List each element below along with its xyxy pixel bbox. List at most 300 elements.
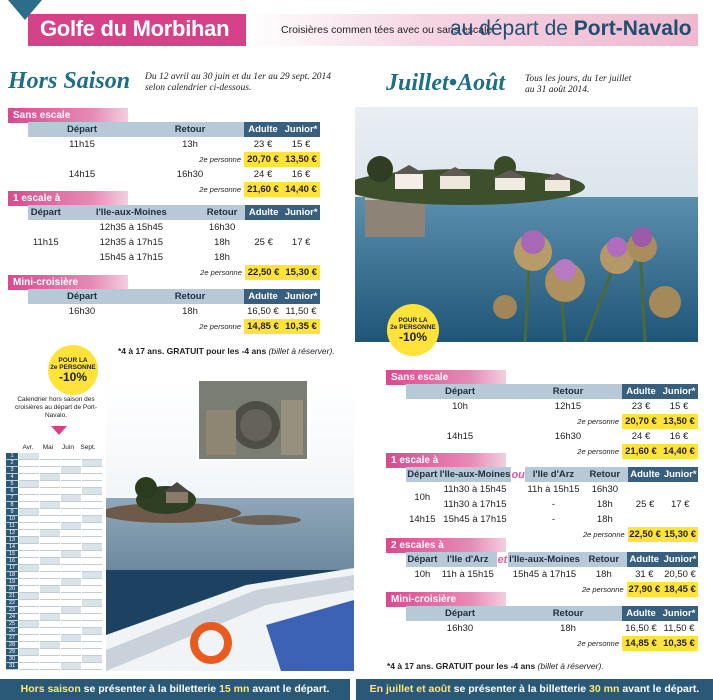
cell-junior-2e: 15,30 € bbox=[282, 265, 320, 280]
hs-sans-escale-header: Sans escale bbox=[8, 108, 128, 123]
calendar-day-row bbox=[6, 607, 102, 614]
calendar-month: Mai bbox=[42, 444, 54, 451]
calendar-cell bbox=[19, 488, 39, 495]
calendar-cell bbox=[61, 453, 81, 460]
calendar-cell bbox=[40, 495, 60, 502]
calendar-cell bbox=[61, 614, 81, 621]
calendar-cell bbox=[82, 460, 102, 467]
col-retour: Retour bbox=[136, 289, 244, 304]
calendar-day-row bbox=[6, 579, 102, 586]
calendar-cell bbox=[40, 460, 60, 467]
note-italic: (billet à réserver). bbox=[268, 346, 335, 356]
cell-adulte-2e: 21,60 € bbox=[244, 182, 282, 197]
calendar-cell bbox=[61, 460, 81, 467]
cell-retour: 16h30 bbox=[591, 484, 619, 495]
badge-line2: 2e PERSONNE bbox=[390, 323, 436, 331]
calendar-cell bbox=[61, 621, 81, 628]
cell-arz: - bbox=[551, 514, 556, 525]
calendar-day-number: 20 bbox=[6, 586, 18, 593]
calendar-day-number: 9 bbox=[6, 509, 18, 516]
calendar-day-number: 6 bbox=[6, 488, 18, 495]
cell-retour: 16h30 bbox=[176, 169, 204, 180]
badge-line1: POUR LA bbox=[398, 316, 428, 324]
ja-deux-escales-table bbox=[406, 552, 698, 597]
cell-depart: 10h bbox=[414, 569, 431, 580]
discount-badge-left bbox=[48, 345, 98, 395]
calendar-day-number: 8 bbox=[6, 502, 18, 509]
calendar-cell bbox=[40, 656, 60, 663]
calendar-cell bbox=[19, 572, 39, 579]
calendar-day-row bbox=[6, 544, 102, 551]
calendar-day-row bbox=[6, 488, 102, 495]
col-ile-moines: l'Ile-aux-Moines bbox=[509, 554, 580, 565]
calendar-cell bbox=[19, 453, 39, 460]
calendar-day-number: 15 bbox=[6, 551, 18, 558]
calendar-cell bbox=[82, 523, 102, 530]
second-person-label: 2e personne bbox=[199, 155, 241, 164]
calendar-cell bbox=[40, 453, 60, 460]
cell-depart: 11h15 bbox=[32, 237, 59, 248]
page-title: Golfe du Morbihan bbox=[40, 16, 230, 41]
calendar-cell bbox=[19, 558, 39, 565]
calendar-cell bbox=[19, 628, 39, 635]
calendar-cell bbox=[61, 502, 81, 509]
cell-adulte: 31 € bbox=[635, 569, 654, 580]
ja-mini-header: Mini-croisière bbox=[386, 592, 506, 607]
calendar-grid bbox=[6, 442, 102, 670]
calendar-cell bbox=[61, 586, 81, 593]
cell-retour: 18h bbox=[214, 237, 230, 248]
footer-left-text: se présenter à la billetterie bbox=[80, 683, 220, 695]
cell-escale: 12h35 à 15h45 bbox=[99, 222, 164, 233]
cell-adulte: 25 € bbox=[254, 237, 273, 248]
cell-retour: 13h bbox=[182, 139, 198, 150]
cell-adulte-2e: 14,85 € bbox=[622, 636, 660, 651]
cell-adulte: 23 € bbox=[253, 139, 273, 150]
calendar-cell bbox=[61, 635, 81, 642]
calendar-cell bbox=[40, 607, 60, 614]
calendar-cell bbox=[40, 474, 60, 481]
calendar-cell bbox=[19, 460, 39, 467]
cell-junior: 15 € bbox=[669, 401, 689, 412]
hors-saison-dates bbox=[145, 72, 331, 94]
calendar-cell bbox=[82, 544, 102, 551]
col-adulte: Adulte bbox=[627, 552, 662, 567]
calendar-cell bbox=[82, 649, 102, 656]
footer-left-end: avant le départ. bbox=[249, 683, 330, 695]
cell-junior: 17 € bbox=[291, 237, 311, 248]
calendar-cell bbox=[19, 656, 39, 663]
calendar-day-number: 1 bbox=[6, 453, 18, 460]
calendar-cell bbox=[82, 607, 102, 614]
col-ile-moines: l'Ile-aux-Moines bbox=[439, 469, 511, 480]
cell-adulte-2e: 20,70 € bbox=[622, 414, 660, 429]
col-adulte: Adulte bbox=[245, 205, 282, 220]
cell-depart: 14h15 bbox=[409, 514, 436, 525]
calendar-day-number: 29 bbox=[6, 649, 18, 656]
calendar-cell bbox=[19, 621, 39, 628]
calendar-cell bbox=[40, 593, 60, 600]
col-depart: Départ bbox=[28, 122, 136, 137]
badge-line1: POUR LA bbox=[58, 356, 88, 364]
col-junior: Junior* bbox=[663, 554, 697, 565]
calendar-day-row bbox=[6, 530, 102, 537]
calendar-cell bbox=[61, 579, 81, 586]
calendar-cell bbox=[19, 635, 39, 642]
col-adulte: Adulte bbox=[244, 122, 282, 137]
ja-une-escale-table bbox=[406, 467, 698, 542]
col-depart: Départ bbox=[28, 289, 136, 304]
calendar-day-number: 22 bbox=[6, 600, 18, 607]
cell-adulte: 16,50 € bbox=[625, 623, 657, 634]
calendar-header bbox=[6, 442, 102, 453]
cell-junior-2e: 10,35 € bbox=[660, 636, 698, 651]
cell-retour: 16h30 bbox=[554, 431, 582, 442]
note-bold: *4 à 17 ans. GRATUIT pour les -4 ans bbox=[118, 346, 267, 356]
col-adulte: Adulte bbox=[622, 384, 660, 399]
second-person-label: 2e personne bbox=[577, 417, 619, 426]
cell-arz: 11h à 15h15 bbox=[527, 484, 580, 495]
cell-moines: 15h45 à 17h15 bbox=[443, 514, 507, 525]
calendar-day-number: 27 bbox=[6, 635, 18, 642]
calendar-day-number: 26 bbox=[6, 628, 18, 635]
cell-adulte: 24 € bbox=[631, 431, 651, 442]
col-retour: Retour bbox=[136, 122, 244, 137]
calendar-day-number: 11 bbox=[6, 523, 18, 530]
calendar-cell bbox=[61, 558, 81, 565]
note-bold: *4 à 17 ans. GRATUIT pour les -4 ans bbox=[387, 661, 536, 671]
cell-retour: 18h bbox=[214, 252, 230, 263]
calendar-cell bbox=[82, 586, 102, 593]
cell-retour: 12h15 bbox=[554, 401, 582, 412]
calendar-cell bbox=[82, 600, 102, 607]
cell-depart: 14h15 bbox=[446, 431, 474, 442]
calendar-cell bbox=[40, 523, 60, 530]
cell-adulte: 25 € bbox=[635, 499, 655, 510]
calendar-day-row bbox=[6, 593, 102, 600]
calendar-cell bbox=[61, 537, 81, 544]
calendar-cell bbox=[82, 502, 102, 509]
col-depart: Départ bbox=[407, 469, 438, 480]
calendar-cell bbox=[40, 621, 60, 628]
calendar-cell bbox=[19, 537, 39, 544]
calendar-caption: Calendrier hors saison des croisières au départ de Port-Navalo. bbox=[14, 396, 97, 419]
cell-adulte-2e: 21,60 € bbox=[622, 444, 660, 459]
cell-adulte-2e: 22,50 € bbox=[629, 529, 661, 540]
calendar-cell bbox=[40, 558, 60, 565]
calendar-day-row bbox=[6, 537, 102, 544]
calendar-day-row bbox=[6, 663, 102, 670]
col-retour: Retour bbox=[199, 205, 245, 220]
calendar-cell bbox=[40, 481, 60, 488]
second-person-label: 2e personne bbox=[200, 268, 242, 277]
calendar-day-number: 30 bbox=[6, 656, 18, 663]
calendar-arrow-icon bbox=[51, 426, 67, 435]
calendar-cell bbox=[82, 551, 102, 558]
calendar-day-row bbox=[6, 656, 102, 663]
calendar-cell bbox=[61, 467, 81, 474]
calendar-month: Juin bbox=[62, 444, 74, 451]
calendar-day-number: 25 bbox=[6, 621, 18, 628]
cell-depart: 16h30 bbox=[446, 623, 474, 634]
col-depart: Départ bbox=[406, 384, 514, 399]
col-junior: Junior* bbox=[660, 384, 698, 399]
cell-moines: 15h45 à 17h15 bbox=[512, 569, 577, 580]
hs-sans-escale-table bbox=[28, 122, 320, 197]
calendar-cell bbox=[82, 621, 102, 628]
calendar-cell bbox=[19, 523, 39, 530]
col-junior: Junior* bbox=[282, 205, 320, 220]
cell-moines: 11h30 à 15h45 bbox=[443, 484, 507, 495]
calendar-cell bbox=[19, 614, 39, 621]
calendar-day-number: 21 bbox=[6, 593, 18, 600]
hs-age-note bbox=[118, 346, 335, 356]
ja-sans-escale-table bbox=[406, 384, 698, 459]
calendar-day-row bbox=[6, 614, 102, 621]
cell-junior: 11,50 € bbox=[663, 623, 695, 634]
calendar-day-number: 17 bbox=[6, 565, 18, 572]
second-person-label: 2e personne bbox=[577, 639, 619, 648]
cell-junior-2e: 14,40 € bbox=[282, 182, 320, 197]
calendar-cell bbox=[19, 607, 39, 614]
cell-depart: 10h bbox=[414, 491, 431, 503]
calendar-cell bbox=[82, 614, 102, 621]
col-depart: Départ bbox=[407, 554, 438, 565]
calendar-cell bbox=[82, 579, 102, 586]
calendar-day-row bbox=[6, 516, 102, 523]
calendar-cell bbox=[40, 544, 60, 551]
calendar-cell bbox=[61, 509, 81, 516]
hors-dates-line1: Du 12 avril au 30 juin et du 1er au 29 sept. 2014 bbox=[145, 72, 332, 82]
cell-depart: 14h15 bbox=[68, 169, 96, 180]
calendar-cell bbox=[40, 614, 60, 621]
second-person-label: 2e personne bbox=[582, 530, 625, 539]
calendar-day-number: 24 bbox=[6, 614, 18, 621]
departure-place: Port-Navalo bbox=[573, 17, 692, 40]
col-junior: Junior* bbox=[282, 289, 320, 304]
calendar-cell bbox=[61, 474, 81, 481]
calendar-cell bbox=[61, 642, 81, 649]
calendar-day-number: 12 bbox=[6, 530, 18, 537]
calendar-cell bbox=[19, 600, 39, 607]
calendar-day-row bbox=[6, 453, 102, 460]
calendar-day-row bbox=[6, 572, 102, 579]
calendar-cell bbox=[82, 558, 102, 565]
calendar-day-row bbox=[6, 635, 102, 642]
calendar-day-number: 7 bbox=[6, 495, 18, 502]
calendar-cell bbox=[40, 509, 60, 516]
header-departure bbox=[450, 17, 692, 41]
calendar-cell bbox=[82, 635, 102, 642]
calendar-day-row bbox=[6, 586, 102, 593]
calendar-day-row bbox=[6, 460, 102, 467]
calendar-day-row bbox=[6, 621, 102, 628]
cell-retour: 16h30 bbox=[208, 222, 236, 233]
note-italic: (billet à réserver). bbox=[537, 661, 604, 671]
cell-junior-2e: 10,35 € bbox=[282, 319, 320, 334]
calendar-day-row bbox=[6, 565, 102, 572]
hors-dates-line2: selon calendrier ci-dessous. bbox=[145, 83, 252, 93]
calendar-cell bbox=[19, 593, 39, 600]
calendar-cell bbox=[61, 530, 81, 537]
hs-une-escale-header: 1 escale à bbox=[8, 191, 128, 206]
cell-junior-2e: 15,30 € bbox=[664, 529, 697, 540]
discount-badge-right bbox=[387, 304, 439, 356]
col-depart: Départ bbox=[406, 606, 514, 621]
col-adulte: Adulte bbox=[628, 467, 663, 482]
calendar-day-number: 3 bbox=[6, 467, 18, 474]
calendar-cell bbox=[61, 488, 81, 495]
footer-left bbox=[0, 679, 350, 700]
calendar-day-row bbox=[6, 523, 102, 530]
hors-saison-title: Hors Saison bbox=[8, 68, 131, 94]
calendar-day-row bbox=[6, 551, 102, 558]
cell-retour: 18h bbox=[596, 514, 613, 525]
calendar-cell bbox=[19, 649, 39, 656]
col-ile-moines: l'Ile-aux-Moines bbox=[64, 205, 200, 220]
calendar-cell bbox=[82, 509, 102, 516]
col-junior: Junior* bbox=[660, 606, 698, 621]
cell-moines: 11h30 à 17h15 bbox=[443, 499, 507, 510]
calendar-day-row bbox=[6, 495, 102, 502]
calendar-cell bbox=[61, 544, 81, 551]
calendar-month: Sept. bbox=[80, 444, 96, 451]
calendar-cell bbox=[19, 565, 39, 572]
ja-dates-line1: Tous les jours, du 1er juillet bbox=[525, 74, 632, 84]
calendar-cell bbox=[40, 586, 60, 593]
header-arrow-icon bbox=[8, 0, 42, 20]
calendar-day-number: 13 bbox=[6, 537, 18, 544]
cell-adulte: 16,50 € bbox=[247, 306, 279, 317]
calendar-cell bbox=[40, 579, 60, 586]
calendar-cell bbox=[19, 530, 39, 537]
badge-discount: -10% bbox=[398, 329, 427, 344]
calendar-cell bbox=[61, 607, 81, 614]
calendar-cell bbox=[40, 530, 60, 537]
hs-mini-header: Mini-croisière bbox=[8, 275, 128, 290]
col-junior: Junior* bbox=[282, 122, 320, 137]
cell-arz: - bbox=[551, 499, 556, 510]
col-ile-arz: l'Ile d'Arz bbox=[525, 467, 582, 482]
cell-adulte-2e: 20,70 € bbox=[244, 152, 282, 167]
calendar-cell bbox=[40, 635, 60, 642]
calendar-month: Avr. bbox=[22, 444, 34, 451]
col-retour: Retour bbox=[582, 467, 628, 482]
calendar-day-row bbox=[6, 481, 102, 488]
col-adulte: Adulte bbox=[622, 606, 660, 621]
calendar-cell bbox=[19, 516, 39, 523]
cell-retour: 18h bbox=[595, 569, 612, 580]
calendar-cell bbox=[40, 551, 60, 558]
cell-depart: 11h15 bbox=[69, 139, 95, 150]
cell-arz: 11h à 15h15 bbox=[441, 569, 494, 580]
footer-right-highlight: En juillet et août bbox=[369, 683, 451, 695]
calendar-cell bbox=[40, 516, 60, 523]
calendar-cell bbox=[82, 495, 102, 502]
cell-junior-2e: 13,50 € bbox=[660, 414, 698, 429]
cell-adulte: 24 € bbox=[253, 169, 273, 180]
cell-adulte-2e: 22,50 € bbox=[245, 265, 282, 280]
juillet-aout-title: Juillet•Août bbox=[386, 70, 506, 96]
second-person-label: 2e personne bbox=[577, 447, 619, 456]
calendar-cell bbox=[19, 474, 39, 481]
footer-left-highlight: Hors saison bbox=[20, 683, 81, 695]
calendar-day-number: 23 bbox=[6, 607, 18, 614]
cell-junior: 15 € bbox=[291, 139, 311, 150]
et-label: et bbox=[497, 553, 508, 566]
calendar-cell bbox=[40, 537, 60, 544]
calendar-day-number: 19 bbox=[6, 579, 18, 586]
cell-retour: 18h bbox=[182, 306, 198, 317]
cell-junior: 11,50 € bbox=[285, 306, 317, 317]
calendar-cell bbox=[61, 516, 81, 523]
header-subtitle: Croisières commen tées avec ou sans escale bbox=[281, 24, 493, 36]
juillet-aout-dates bbox=[525, 74, 631, 96]
badge-line2: 2e PERSONNE bbox=[50, 363, 96, 371]
footer-left-time: 15 mn bbox=[219, 683, 250, 695]
calendar-cell bbox=[82, 593, 102, 600]
footer-right-time: 30 mn bbox=[589, 683, 620, 695]
calendar-day-number: 5 bbox=[6, 481, 18, 488]
calendar-cell bbox=[19, 467, 39, 474]
calendar-cell bbox=[61, 481, 81, 488]
calendar-day-number: 14 bbox=[6, 544, 18, 551]
calendar-cell bbox=[19, 586, 39, 593]
hs-une-escale-table bbox=[28, 205, 320, 280]
calendar-cell bbox=[82, 530, 102, 537]
ja-age-note bbox=[387, 661, 604, 671]
cell-junior: 20,50 € bbox=[664, 569, 696, 580]
cell-depart: 10h bbox=[452, 401, 468, 412]
calendar-cell bbox=[82, 663, 102, 670]
departure-prefix: au départ de bbox=[450, 17, 568, 40]
calendar-day-number: 18 bbox=[6, 572, 18, 579]
calendar-day-row bbox=[6, 642, 102, 649]
col-junior: Junior* bbox=[663, 469, 697, 480]
calendar-cell bbox=[61, 495, 81, 502]
calendar-cell bbox=[61, 663, 81, 670]
calendar-cell bbox=[40, 600, 60, 607]
calendar-day-row bbox=[6, 628, 102, 635]
calendar-cell bbox=[82, 628, 102, 635]
second-person-label: 2e personne bbox=[199, 322, 241, 331]
calendar-cell bbox=[61, 551, 81, 558]
calendar-cell bbox=[40, 572, 60, 579]
calendar-cell bbox=[61, 572, 81, 579]
calendar-cell bbox=[40, 628, 60, 635]
cell-retour: 18h bbox=[596, 499, 613, 510]
calendar-cell bbox=[40, 488, 60, 495]
calendar-day-row bbox=[6, 649, 102, 656]
cell-junior-2e: 18,45 € bbox=[662, 582, 698, 597]
cell-junior: 16 € bbox=[669, 431, 689, 442]
calendar-cell bbox=[40, 467, 60, 474]
cell-junior-2e: 14,40 € bbox=[660, 444, 698, 459]
calendar-cell bbox=[19, 481, 39, 488]
calendar-day-row bbox=[6, 474, 102, 481]
calendar-cell bbox=[61, 593, 81, 600]
col-retour: Retour bbox=[581, 552, 627, 567]
cell-escale: 15h45 à 17h15 bbox=[99, 252, 164, 263]
calendar-day-number: 10 bbox=[6, 516, 18, 523]
cell-junior: 16 € bbox=[291, 169, 311, 180]
col-depart: Départ bbox=[28, 205, 64, 220]
footer-right bbox=[356, 679, 713, 700]
calendar-cell bbox=[40, 502, 60, 509]
calendar-cell bbox=[40, 663, 60, 670]
calendar-cell bbox=[82, 481, 102, 488]
calendar-cell bbox=[82, 474, 102, 481]
